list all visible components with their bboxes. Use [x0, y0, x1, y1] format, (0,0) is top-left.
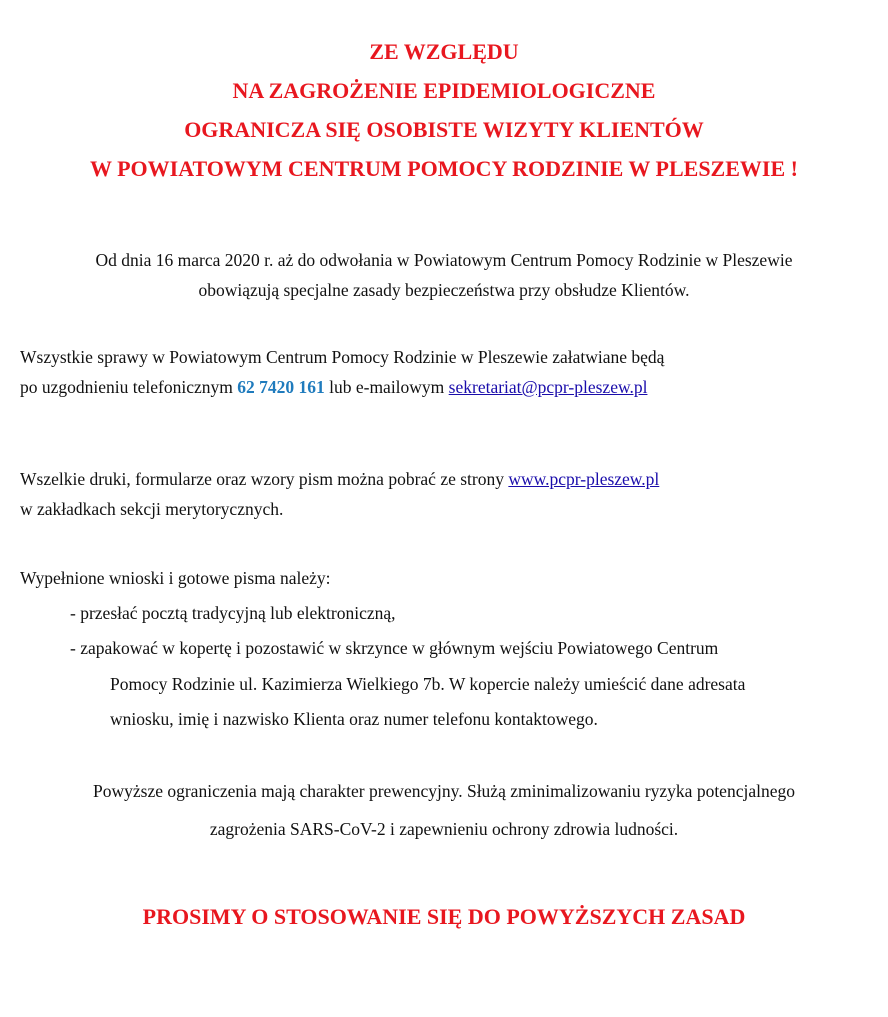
forms-paragraph [20, 464, 659, 524]
contact-prefix: po uzgodnieniu telefonicznym [20, 377, 233, 397]
contact-line-2 [20, 372, 664, 402]
heading-line-2: NA ZAGROŻENIE EPIDEMIOLOGICZNE [232, 78, 656, 103]
intro-paragraph [0, 245, 888, 305]
submission-item-2-line-1: - zapakować w kopertę i pozostawić w skrzynce w głównym wejściu Powiatowego Centrum [70, 638, 719, 658]
contact-middle: lub e-mailowym [329, 377, 445, 397]
prevention-line-2: zagrożenia SARS-CoV-2 i zapewnieniu ochrony zdrowia ludności. [209, 819, 679, 839]
heading-line-4: W POWIATOWYM CENTRUM POMOCY RODZINIE W PLESZEWIE ! [90, 156, 798, 181]
heading-line-3: OGRANICZA SIĘ OSOBISTE WIZYTY KLIENTÓW [184, 117, 704, 142]
announcement-heading [0, 32, 888, 188]
intro-line-1: Od dnia 16 marca 2020 r. aż do odwołania w Powiatowym Centrum Pomocy Rodzinie w Pleszewie [95, 250, 793, 270]
submission-item-2-line-2: Pomocy Rodzinie ul. Kazimierza Wielkiego 7b. W kopercie należy umieścić dane adresata [110, 674, 746, 694]
submission-item-1: - przesłać pocztą tradycyjną lub elektroniczną, [70, 603, 396, 623]
prevention-line-1: Powyższe ograniczenia mają charakter prewencyjny. Służą zminimalizowaniu ryzyka potencjalnego [93, 781, 795, 801]
forms-line-2: w zakładkach sekcji merytorycznych. [20, 499, 284, 519]
email-link[interactable]: sekretariat@pcpr-pleszew.pl [448, 377, 648, 397]
forms-prefix: Wszelkie druki, formularze oraz wzory pism można pobrać ze strony [20, 469, 504, 489]
contact-paragraph [20, 342, 664, 402]
closing-appeal: PROSIMY O STOSOWANIE SIĘ DO POWYŻSZYCH ZASAD [142, 904, 746, 929]
intro-line-2: obowiązują specjalne zasady bezpieczeństwa przy obsłudze Klientów. [198, 280, 690, 300]
heading-line-1: ZE WZGLĘDU [369, 39, 519, 64]
contact-line-1: Wszystkie sprawy w Powiatowym Centrum Pomocy Rodzinie w Pleszewie załatwiane będą [20, 347, 665, 367]
submission-intro: Wypełnione wnioski i gotowe pisma należy: [20, 568, 331, 588]
submission-item-2-line-3: wniosku, imię i nazwisko Klienta oraz numer telefonu kontaktowego. [110, 709, 598, 729]
prevention-paragraph [0, 772, 888, 848]
forms-line-1 [20, 464, 659, 494]
phone-number: 62 7420 161 [237, 377, 325, 397]
website-link[interactable]: www.pcpr-pleszew.pl [508, 469, 660, 489]
